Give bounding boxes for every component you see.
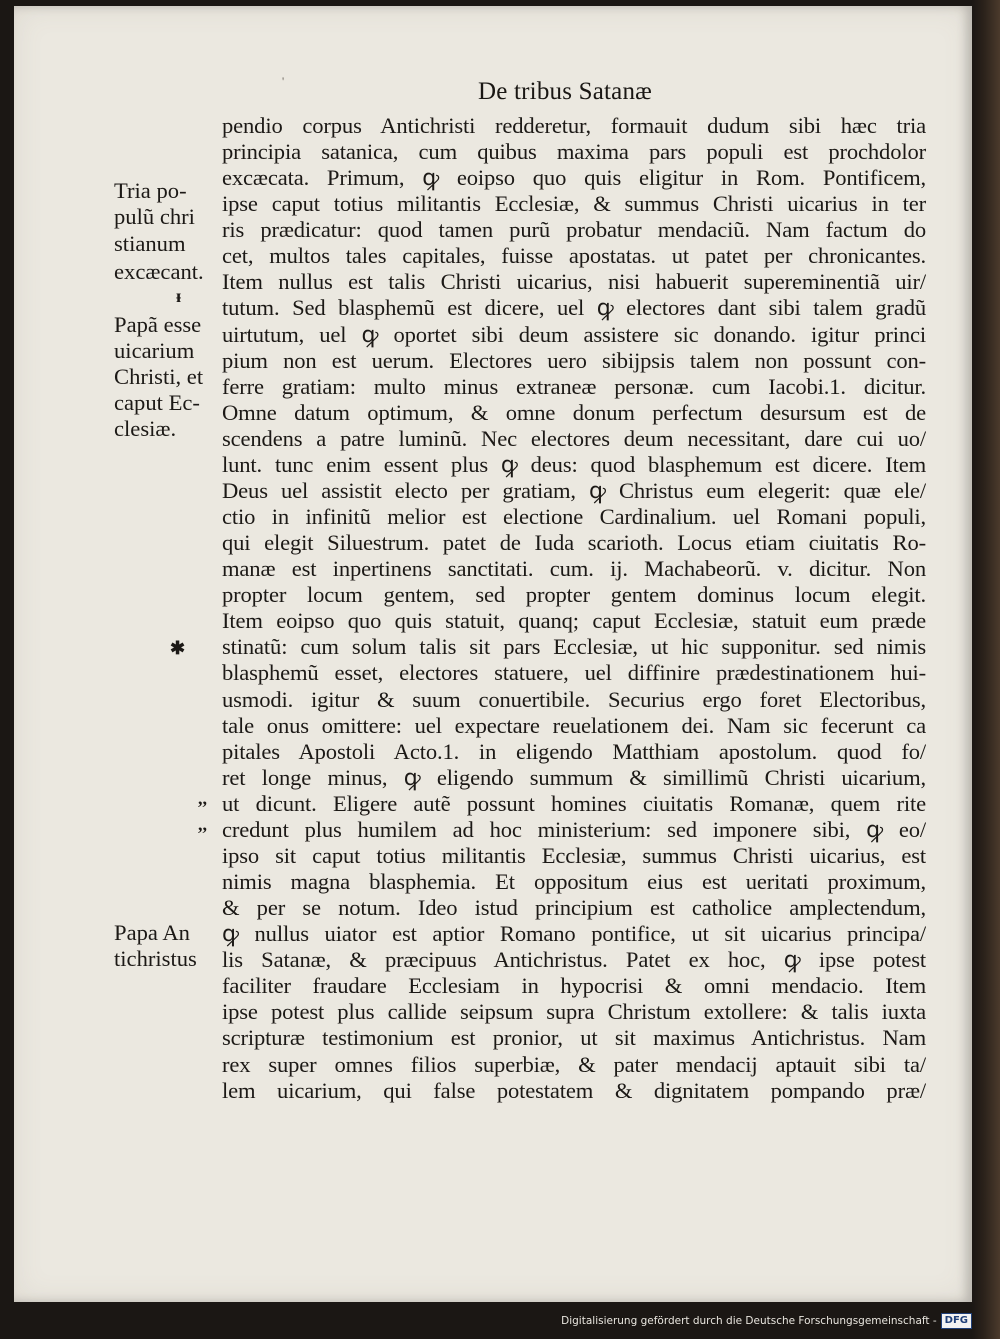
text-line: usmodi. igitur & suum conuertibile. Securius ergo foret Electoribus, [222, 687, 926, 712]
margin-quote-mark: ,, [198, 814, 207, 834]
text-line: Deus uel assistit electo per gratiam, ꝙ Christus eum elegerit: quæ ele/ [222, 478, 926, 503]
text-line: pium non est uerum. Electores uero sibijpsis talem non possunt con- [222, 348, 926, 373]
text-line: Item eoipso quo quis statuit, quanq; caput Ecclesiæ, statuit eum præde [222, 608, 926, 633]
marginal-line: Tria po- [114, 178, 187, 203]
text-line: ipso sit caput totius militantis Ecclesiæ, summus Christi uicarius, est [222, 843, 926, 868]
text-line: faciliter fraudare Ecclesiam in hypocrisi & omni mendacio. Item [222, 973, 926, 998]
text-line: rex super omnes filios superbiæ, & pater mendacij aptauit sibi ta/ [222, 1052, 926, 1077]
marginal-line: uicarium [114, 338, 195, 363]
text-line: excæcata. Primum, ꝙ eoipso quo quis eligitur in Rom. Pontificem, [222, 165, 926, 190]
digitization-credit [561, 1313, 972, 1329]
text-line: nimis magna blasphemia. Et oppositum eius est ueritati proximum, [222, 869, 926, 894]
marginal-line: Papa An [114, 920, 190, 945]
marginal-line: Christi, et [114, 364, 204, 389]
text-line: qui elegit Siluestrum. patet de Iuda scarioth. Locus etiam ciuitatis Ro- [222, 530, 926, 555]
folio-mark: ' [282, 74, 285, 88]
text-line: principia satanica, cum quibus maxima pars populi est prochdolor [222, 139, 926, 164]
book-spine-edge [972, 0, 1000, 1339]
text-line: ferre gratiam: multo minus extraneæ personæ. cum Iacobi.1. dicitur. [222, 374, 926, 399]
text-line: propter locum gentem, sed propter gentem dominus locum elegit. [222, 582, 926, 607]
text-line: & per se notum. Ideo istud principium est catholice amplectendum, [222, 895, 926, 920]
margin-asterisk-mark: ✱ [170, 638, 186, 658]
margin-quote-mark: ,, [198, 788, 207, 808]
text-line: ut dicunt. Eligere autẽ possunt homines ciuitatis Romanæ, quem rite [222, 791, 926, 816]
text-line: lis Satanæ, & præcipuus Antichristus. Patet ex hoc, ꝙ ipse potest [222, 947, 926, 972]
margin-mark: ᵻ [176, 286, 182, 306]
marginal-line: excæcant. [114, 259, 204, 284]
marginal-line: clesiæ. [114, 416, 177, 441]
text-line: cet, multos tales capitales, fuisse apostatas. ut patet per chronicantes. [222, 243, 926, 268]
marginal-line: Papã esse [114, 312, 202, 337]
text-line: tale onus omittere: uel expectare reuelationem dei. Nam sic fecerunt ca [222, 713, 926, 738]
text-line: ret longe minus, ꝙ eligendo summum & simillimũ Christi uicarium, [222, 765, 926, 790]
running-header: De tribus Satanæ [478, 78, 653, 105]
marginal-line: pulũ chri [114, 204, 195, 229]
text-line: Item nullus est talis Christi uicarius, nisi habuerit supereminentiã uir/ [222, 269, 926, 294]
text-line: ꝙ nullus uiator est aptior Romano pontifice, ut sit uicarius principa/ [222, 921, 926, 946]
text-line: ipse caput totius militantis Ecclesiæ, & summus Christi uicarius in ter [222, 191, 926, 216]
text-line: stinatũ: cum solum talis sit pars Ecclesiæ, ut hic supponitur. sed nimis [222, 634, 926, 659]
text-line: blasphemũ esset, electores statuere, uel diffinire prædestinationem hui- [222, 660, 926, 685]
text-line: scripturæ testimonium est pronior, ut sit maximus Antichristus. Nam [222, 1025, 926, 1050]
text-line: lunt. tunc enim essent plus ꝙ deus: quod blasphemum est dicere. Item [222, 452, 926, 477]
text-line: ipse potest plus callide seipsum supra Christum extollere: & talis iuxta [222, 999, 926, 1024]
marginal-line: stianum [114, 231, 186, 256]
text-line: pitales Apostoli Acto.1. in eligendo Matthiam apostolum. quod fo/ [222, 739, 926, 764]
credit-text: Digitalisierung gefördert durch die Deutsche Forschungsgemeinschaft - [561, 1315, 937, 1327]
marginal-line: caput Ec- [114, 390, 200, 415]
text-line: manæ est inpertinens sanctitati. cum. ij. Machabeorũ. v. dicitur. Non [222, 556, 926, 581]
text-line: pendio corpus Antichristi redderetur, formauit dudum sibi hæc tria [222, 113, 926, 138]
text-line: lem uicarium, qui false potestatem & dignitatem pompando præ/ [222, 1078, 926, 1103]
dfg-logo: DFG [941, 1313, 972, 1329]
text-line: credunt plus humilem ad hoc ministerium: sed imponere sibi, ꝙ eo/ [222, 817, 926, 842]
text-line: scendens a patre luminũ. Nec electores deum necessitant, dare cui uo/ [222, 426, 926, 451]
text-line: ris prædicatur: quod tamen purũ probatur mendaciũ. Nam factum do [222, 217, 926, 242]
text-line: ctio in infinitũ melior est electione Cardinalium. uel Romani populi, [222, 504, 926, 529]
text-line: Omne datum optimum, & omne donum perfectum desursum est de [222, 400, 926, 425]
text-line: uirtutum, uel ꝙ oportet sibi deum assistere sic donando. igitur princi [222, 322, 926, 347]
marginal-line: tichristus [114, 946, 197, 971]
text-line: tutum. Sed blasphemũ est dicere, uel ꝙ electores dant sibi talem gradũ [222, 295, 926, 320]
